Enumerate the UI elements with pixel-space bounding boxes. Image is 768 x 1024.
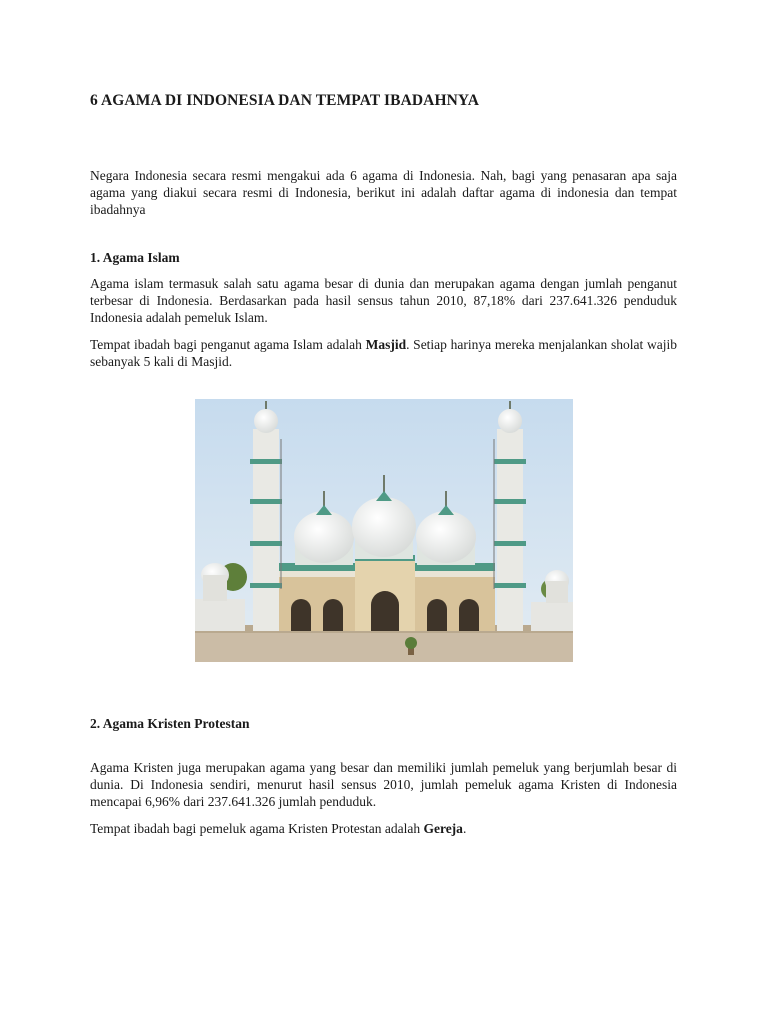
kristen-para2-text: Tempat ibadah bagi pemeluk agama Kristen Protestan adalah <box>90 821 424 836</box>
section-heading-islam: 1. Agama Islam <box>90 250 180 265</box>
intro-paragraph: Negara Indonesia secara resmi mengakui ada 6 agama di Indonesia. Nah, bagi yang penasaran apa saja agama yang diakui secara resmi di Indonesia, berikut ini adalah daftar agama di indonesia dan tempat ibadahnya <box>90 168 677 217</box>
kristen-para2-text-end: . <box>462 821 467 836</box>
islam-para2-text-end: . Setiap harinya mereka menjalankan sholat wajib sebanyak 5 kali di Masjid. <box>90 337 678 369</box>
gereja-term: Gereja <box>423 821 463 836</box>
masjid-term: Masjid <box>365 337 407 352</box>
islam-paragraph-1: Agama islam termasuk salah satu agama besar di dunia dan merupakan agama dengan jumlah penganut terbesar di Indonesia. Berdasarkan pada hasil sensus tahun 2010, 87,18% dari 237.641.326 penduduk Indonesia adalah pemeluk Islam. <box>90 276 677 325</box>
kristen-paragraph-1: Agama Kristen juga merupakan agama yang besar dan memiliki jumlah pemeluk yang berjumlah besar di dunia. Di Indonesia sendiri, menurut hasil sensus 2010, jumlah pemeluk agama Kristen di Indonesia mencapai 6,96% dari 237.641.326 jumlah penduduk. <box>90 760 677 809</box>
islam-paragraph-2 <box>90 336 677 370</box>
kristen-paragraph-2 <box>90 820 677 837</box>
mosque-photo <box>195 399 573 662</box>
islam-para2-text: Tempat ibadah bagi penganut agama Islam adalah <box>90 337 366 352</box>
section-heading-kristen: 2. Agama Kristen Protestan <box>90 716 250 731</box>
document-title: 6 AGAMA DI INDONESIA DAN TEMPAT IBADAHNYA <box>90 92 480 109</box>
